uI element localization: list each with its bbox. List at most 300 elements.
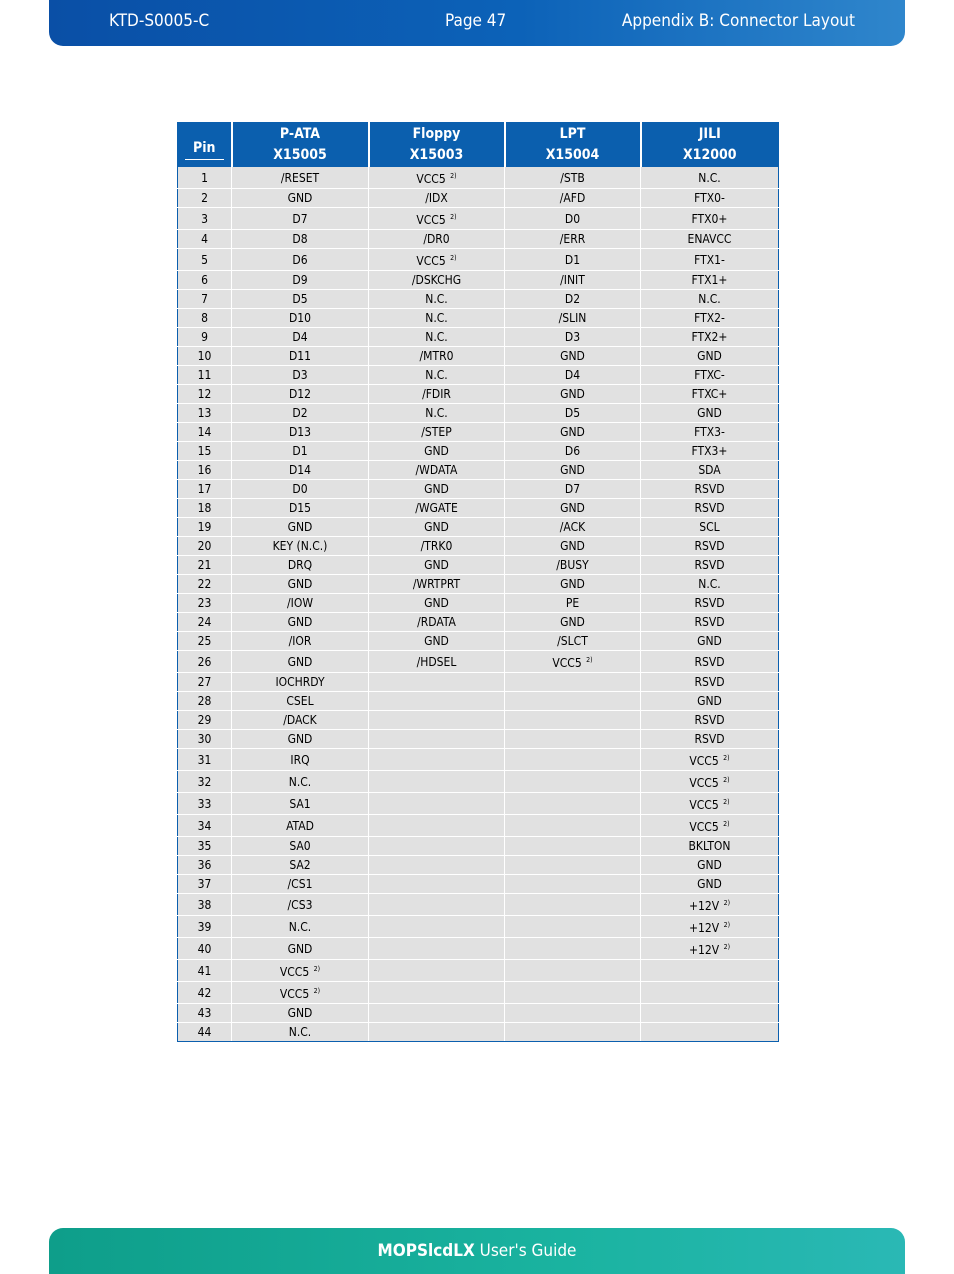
cell-lpt (505, 894, 641, 916)
cell-p-ata: D3 (232, 366, 369, 385)
cell-jili: +12V $^{2)}$ (641, 894, 779, 916)
table-row (178, 537, 779, 556)
cell-floppy: N.C. (369, 404, 505, 423)
cell-floppy: N.C. (369, 366, 505, 385)
table-row (178, 771, 779, 793)
column-header-lpt (505, 123, 641, 167)
cell-floppy: VCC5 $^{2)}$ (369, 249, 505, 271)
cell-lpt (505, 916, 641, 938)
cell-floppy (369, 960, 505, 982)
table-row (178, 916, 779, 938)
cell-lpt: D1 (505, 249, 641, 271)
cell-lpt (505, 982, 641, 1004)
cell-floppy (369, 1023, 505, 1042)
cell-pin: 33 (178, 793, 232, 815)
cell-pin: 24 (178, 613, 232, 632)
cell-jili: RSVD (641, 594, 779, 613)
table-row (178, 518, 779, 537)
cell-jili (641, 1023, 779, 1042)
cell-p-ata: SA2 (232, 856, 369, 875)
cell-pin: 40 (178, 938, 232, 960)
cell-pin: 39 (178, 916, 232, 938)
cell-lpt: /SLCT (505, 632, 641, 651)
cell-p-ata: IOCHRDY (232, 673, 369, 692)
cell-lpt: D0 (505, 208, 641, 230)
table-row (178, 875, 779, 894)
table-row (178, 894, 779, 916)
column-header-name: LPT (559, 125, 586, 142)
cell-jili: VCC5 $^{2)}$ (641, 793, 779, 815)
cell-floppy: /WDATA (369, 461, 505, 480)
cell-jili: RSVD (641, 651, 779, 673)
footnote-marker: 2) (450, 213, 457, 221)
cell-lpt: D6 (505, 442, 641, 461)
cell-lpt (505, 749, 641, 771)
cell-lpt (505, 793, 641, 815)
cell-p-ata: N.C. (232, 1023, 369, 1042)
cell-pin: 43 (178, 1004, 232, 1023)
guide-title (49, 1240, 905, 1262)
cell-floppy (369, 875, 505, 894)
cell-p-ata: SA1 (232, 793, 369, 815)
cell-lpt: /ERR (505, 230, 641, 249)
table-row (178, 189, 779, 208)
cell-floppy: /DSKCHG (369, 271, 505, 290)
product-name: MOPSlcdLX (377, 1241, 475, 1261)
cell-lpt: /ACK (505, 518, 641, 537)
cell-p-ata: D5 (232, 290, 369, 309)
cell-floppy: /TRK0 (369, 537, 505, 556)
cell-lpt: D3 (505, 328, 641, 347)
table-row (178, 938, 779, 960)
cell-floppy: GND (369, 556, 505, 575)
cell-p-ata: D8 (232, 230, 369, 249)
cell-lpt (505, 1004, 641, 1023)
column-header-connector-id: X15003 (409, 146, 464, 163)
cell-pin: 38 (178, 894, 232, 916)
cell-pin: 13 (178, 404, 232, 423)
cell-jili: ENAVCC (641, 230, 779, 249)
footnote-marker: 2) (723, 754, 730, 762)
cell-pin: 29 (178, 711, 232, 730)
cell-lpt: /AFD (505, 189, 641, 208)
cell-pin: 10 (178, 347, 232, 366)
cell-floppy (369, 711, 505, 730)
column-header-label: Pin (185, 138, 224, 160)
cell-jili: N.C. (641, 290, 779, 309)
cell-p-ata: /RESET (232, 167, 369, 189)
column-header-pin (178, 123, 232, 167)
cell-jili: RSVD (641, 613, 779, 632)
table-row (178, 249, 779, 271)
cell-jili: RSVD (641, 537, 779, 556)
cell-p-ata: D10 (232, 309, 369, 328)
cell-pin: 15 (178, 442, 232, 461)
cell-jili: GND (641, 875, 779, 894)
cell-jili: SCL (641, 518, 779, 537)
footnote-marker: 2) (586, 656, 593, 664)
cell-jili (641, 960, 779, 982)
cell-p-ata: GND (232, 518, 369, 537)
page-header (49, 0, 905, 46)
table-row (178, 982, 779, 1004)
cell-lpt (505, 938, 641, 960)
table-row (178, 404, 779, 423)
footnote-marker: 2) (723, 798, 730, 806)
cell-p-ata: /IOW (232, 594, 369, 613)
cell-floppy: /WGATE (369, 499, 505, 518)
cell-floppy (369, 793, 505, 815)
table-header (178, 123, 779, 167)
cell-lpt: VCC5 $^{2)}$ (505, 651, 641, 673)
cell-p-ata: ATAD (232, 815, 369, 837)
cell-pin: 41 (178, 960, 232, 982)
cell-floppy: GND (369, 442, 505, 461)
cell-lpt (505, 692, 641, 711)
cell-lpt: GND (505, 613, 641, 632)
cell-floppy: /HDSEL (369, 651, 505, 673)
cell-lpt (505, 856, 641, 875)
footnote-marker: 2) (723, 820, 730, 828)
cell-lpt (505, 711, 641, 730)
cell-jili: VCC5 $^{2)}$ (641, 815, 779, 837)
cell-floppy: GND (369, 632, 505, 651)
column-header-p-ata (232, 123, 369, 167)
cell-pin: 26 (178, 651, 232, 673)
cell-pin: 44 (178, 1023, 232, 1042)
cell-p-ata: /CS3 (232, 894, 369, 916)
cell-floppy (369, 856, 505, 875)
cell-floppy (369, 982, 505, 1004)
cell-pin: 1 (178, 167, 232, 189)
cell-floppy (369, 1004, 505, 1023)
cell-lpt: D2 (505, 290, 641, 309)
table-row (178, 328, 779, 347)
table-row (178, 856, 779, 875)
column-header-name: JILI (698, 125, 721, 142)
cell-floppy (369, 692, 505, 711)
cell-p-ata: D1 (232, 442, 369, 461)
cell-floppy (369, 673, 505, 692)
cell-lpt: PE (505, 594, 641, 613)
page-footer (49, 1228, 905, 1274)
cell-floppy: /DR0 (369, 230, 505, 249)
cell-floppy (369, 938, 505, 960)
cell-pin: 21 (178, 556, 232, 575)
table-row (178, 1023, 779, 1042)
cell-pin: 37 (178, 875, 232, 894)
table-row (178, 366, 779, 385)
cell-lpt (505, 875, 641, 894)
cell-floppy: /FDIR (369, 385, 505, 404)
table-row (178, 837, 779, 856)
cell-jili: RSVD (641, 499, 779, 518)
table-row (178, 309, 779, 328)
table-row (178, 613, 779, 632)
table-row (178, 385, 779, 404)
column-header-connector-id: X15005 (273, 146, 327, 163)
cell-pin: 30 (178, 730, 232, 749)
cell-floppy: /WRTPRT (369, 575, 505, 594)
cell-p-ata: D9 (232, 271, 369, 290)
cell-floppy (369, 730, 505, 749)
cell-lpt (505, 960, 641, 982)
table-row (178, 673, 779, 692)
cell-pin: 25 (178, 632, 232, 651)
cell-p-ata: CSEL (232, 692, 369, 711)
cell-jili: FTXC- (641, 366, 779, 385)
cell-lpt: GND (505, 385, 641, 404)
table-row (178, 594, 779, 613)
table-row (178, 271, 779, 290)
cell-jili (641, 982, 779, 1004)
cell-pin: 34 (178, 815, 232, 837)
cell-p-ata: D12 (232, 385, 369, 404)
table-row (178, 556, 779, 575)
section-title: Appendix B: Connector Layout (621, 11, 855, 31)
cell-p-ata: /IOR (232, 632, 369, 651)
cell-jili: BKLTON (641, 837, 779, 856)
table-row (178, 347, 779, 366)
footnote-marker: 2) (723, 899, 731, 907)
cell-floppy (369, 894, 505, 916)
cell-pin: 3 (178, 208, 232, 230)
cell-lpt (505, 771, 641, 793)
column-header-connector-id: X15004 (545, 146, 600, 163)
cell-p-ata: DRQ (232, 556, 369, 575)
cell-jili: SDA (641, 461, 779, 480)
cell-p-ata: /DACK (232, 711, 369, 730)
table-row (178, 815, 779, 837)
column-header-connector-id: X12000 (682, 146, 737, 163)
cell-p-ata: D13 (232, 423, 369, 442)
cell-pin: 28 (178, 692, 232, 711)
cell-p-ata: VCC5 $^{2)}$ (232, 960, 369, 982)
cell-pin: 6 (178, 271, 232, 290)
cell-lpt (505, 1023, 641, 1042)
guide-suffix: User's Guide (474, 1241, 577, 1261)
cell-lpt: GND (505, 347, 641, 366)
cell-floppy: N.C. (369, 328, 505, 347)
cell-lpt (505, 837, 641, 856)
table-row (178, 651, 779, 673)
cell-floppy: VCC5 $^{2)}$ (369, 167, 505, 189)
cell-jili: GND (641, 404, 779, 423)
cell-floppy: /MTR0 (369, 347, 505, 366)
table-row (178, 230, 779, 249)
cell-pin: 18 (178, 499, 232, 518)
cell-p-ata: D6 (232, 249, 369, 271)
cell-jili: FTX3+ (641, 442, 779, 461)
cell-jili: FTX0+ (641, 208, 779, 230)
cell-pin: 8 (178, 309, 232, 328)
table-row (178, 461, 779, 480)
table-row (178, 711, 779, 730)
cell-pin: 27 (178, 673, 232, 692)
cell-jili: VCC5 $^{2)}$ (641, 771, 779, 793)
cell-lpt (505, 673, 641, 692)
cell-p-ata: D0 (232, 480, 369, 499)
cell-pin: 32 (178, 771, 232, 793)
cell-pin: 9 (178, 328, 232, 347)
cell-floppy (369, 837, 505, 856)
cell-lpt: GND (505, 499, 641, 518)
cell-p-ata: D2 (232, 404, 369, 423)
cell-p-ata: D4 (232, 328, 369, 347)
cell-lpt: D4 (505, 366, 641, 385)
cell-jili: VCC5 $^{2)}$ (641, 749, 779, 771)
table-row (178, 423, 779, 442)
cell-jili: FTX2+ (641, 328, 779, 347)
cell-floppy (369, 916, 505, 938)
table-body (178, 167, 779, 1042)
cell-pin: 2 (178, 189, 232, 208)
table-row (178, 480, 779, 499)
cell-p-ata: KEY (N.C.) (232, 537, 369, 556)
cell-floppy: N.C. (369, 309, 505, 328)
cell-pin: 35 (178, 837, 232, 856)
table-row (178, 575, 779, 594)
cell-floppy: /STEP (369, 423, 505, 442)
cell-lpt: GND (505, 537, 641, 556)
cell-jili: RSVD (641, 711, 779, 730)
table-row (178, 632, 779, 651)
cell-pin: 20 (178, 537, 232, 556)
cell-p-ata: GND (232, 575, 369, 594)
cell-floppy: GND (369, 518, 505, 537)
cell-jili: +12V $^{2)}$ (641, 938, 779, 960)
cell-lpt: GND (505, 423, 641, 442)
cell-p-ata: GND (232, 613, 369, 632)
footnote-marker: 2) (723, 776, 730, 784)
cell-lpt (505, 730, 641, 749)
cell-pin: 7 (178, 290, 232, 309)
cell-p-ata: D11 (232, 347, 369, 366)
cell-pin: 23 (178, 594, 232, 613)
table-row (178, 960, 779, 982)
cell-p-ata: D15 (232, 499, 369, 518)
table-row (178, 499, 779, 518)
cell-jili: GND (641, 347, 779, 366)
table-row (178, 730, 779, 749)
cell-p-ata: N.C. (232, 771, 369, 793)
cell-floppy: /IDX (369, 189, 505, 208)
cell-floppy (369, 815, 505, 837)
cell-jili: RSVD (641, 730, 779, 749)
cell-p-ata: SA0 (232, 837, 369, 856)
footnote-marker: 2) (450, 172, 457, 180)
cell-p-ata: IRQ (232, 749, 369, 771)
footnote-marker: 2) (313, 987, 321, 995)
cell-lpt: /STB (505, 167, 641, 189)
column-header-name: Floppy (412, 125, 461, 142)
cell-p-ata: GND (232, 189, 369, 208)
cell-p-ata: N.C. (232, 916, 369, 938)
cell-p-ata: GND (232, 938, 369, 960)
cell-jili: FTX1+ (641, 271, 779, 290)
cell-p-ata: /CS1 (232, 875, 369, 894)
cell-p-ata: GND (232, 651, 369, 673)
cell-jili: GND (641, 856, 779, 875)
cell-jili: RSVD (641, 556, 779, 575)
table-row (178, 442, 779, 461)
cell-jili: RSVD (641, 673, 779, 692)
connector-pin-table (177, 122, 779, 1042)
cell-jili: FTXC+ (641, 385, 779, 404)
cell-pin: 11 (178, 366, 232, 385)
cell-lpt: GND (505, 461, 641, 480)
cell-jili: FTX3- (641, 423, 779, 442)
cell-floppy: GND (369, 594, 505, 613)
cell-pin: 12 (178, 385, 232, 404)
cell-lpt (505, 815, 641, 837)
cell-pin: 36 (178, 856, 232, 875)
cell-floppy (369, 771, 505, 793)
table-row (178, 749, 779, 771)
cell-pin: 5 (178, 249, 232, 271)
cell-pin: 19 (178, 518, 232, 537)
cell-floppy: N.C. (369, 290, 505, 309)
cell-jili: GND (641, 632, 779, 651)
cell-jili: GND (641, 692, 779, 711)
document-id: KTD-S0005-C (109, 11, 210, 31)
cell-floppy: /RDATA (369, 613, 505, 632)
footnote-marker: 2) (723, 943, 731, 951)
cell-pin: 16 (178, 461, 232, 480)
cell-floppy: VCC5 $^{2)}$ (369, 208, 505, 230)
table-row (178, 290, 779, 309)
table-row (178, 167, 779, 189)
footnote-marker: 2) (313, 965, 321, 973)
cell-jili (641, 1004, 779, 1023)
cell-p-ata: GND (232, 730, 369, 749)
cell-lpt: D7 (505, 480, 641, 499)
cell-lpt: GND (505, 575, 641, 594)
cell-lpt: /SLIN (505, 309, 641, 328)
cell-pin: 17 (178, 480, 232, 499)
footnote-marker: 2) (723, 921, 731, 929)
cell-pin: 42 (178, 982, 232, 1004)
cell-jili: N.C. (641, 167, 779, 189)
cell-p-ata: D7 (232, 208, 369, 230)
cell-pin: 31 (178, 749, 232, 771)
cell-lpt: D5 (505, 404, 641, 423)
cell-jili: FTX0- (641, 189, 779, 208)
page-number: Page 47 (445, 11, 507, 31)
cell-jili: FTX1- (641, 249, 779, 271)
cell-jili: RSVD (641, 480, 779, 499)
footnote-marker: 2) (450, 254, 457, 262)
cell-p-ata: D14 (232, 461, 369, 480)
column-header-jili (641, 123, 779, 167)
cell-p-ata: GND (232, 1004, 369, 1023)
table-row (178, 1004, 779, 1023)
cell-pin: 14 (178, 423, 232, 442)
cell-pin: 22 (178, 575, 232, 594)
cell-floppy: GND (369, 480, 505, 499)
cell-pin: 4 (178, 230, 232, 249)
table-row (178, 692, 779, 711)
cell-p-ata: VCC5 $^{2)}$ (232, 982, 369, 1004)
table-row (178, 208, 779, 230)
column-header-floppy (369, 123, 505, 167)
table-row (178, 793, 779, 815)
cell-jili: +12V $^{2)}$ (641, 916, 779, 938)
cell-lpt: /INIT (505, 271, 641, 290)
cell-jili: FTX2- (641, 309, 779, 328)
cell-floppy (369, 749, 505, 771)
cell-lpt: /BUSY (505, 556, 641, 575)
